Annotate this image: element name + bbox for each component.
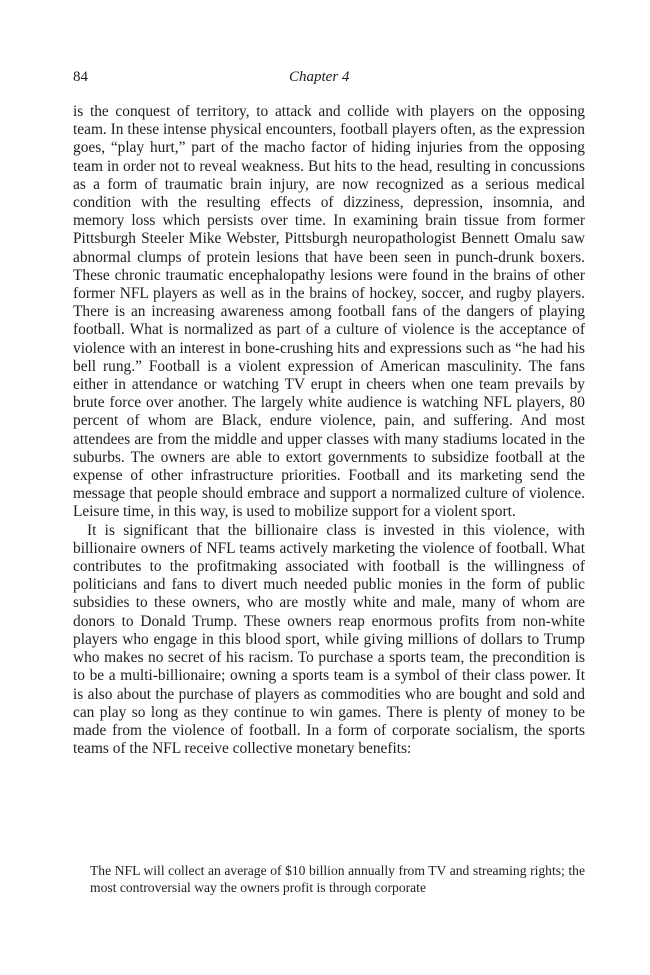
running-head: Chapter 4: [289, 69, 350, 85]
paragraph: is the conquest of territory, to attack and collide with players on the opposing team. In these intense physical encounters, football players often, as the expression goes, “play hurt,” part of the macho factor of hiding injuries from the opposing team in order not to reveal weakness. But hits to the head, resulting in concussions as a form of traumatic brain injury, are now recognized as a serious medical condition with the resulting effects of dizziness, depression, insomnia, and memory loss which persists over time. In examining brain tissue from former Pittsburgh Steeler Mike Webster, Pittsburgh neuropathologist Bennett Omalu saw abnormal clumps of protein lesions that have been seen in punch-drunk boxers. These chronic traumatic encephalopathy lesions were found in the brains of other former NFL players as well as in the brains of hockey, soccer, and rugby players. There is an increasing awareness among football fans of the dangers of playing football. What is normalized as part of a culture of violence is the acceptance of violence with an interest in bone-crushing hits and expressions such as “he had his bell rung.” Football is a violent expression of American masculinity. The fans either in attendance or watching TV erupt in cheers when one team prevails by brute force over another. The largely white audience is watching NFL players, 80 percent of whom are Black, endure violence, pain, and suffering. And most attendees are from the middle and upper classes with many stadiums located in the suburbs. The owners are able to extort governments to subsidize football at the expense of other infrastructure priorities. Football and its marketing send the message that people should embrace and support a normalized culture of violence. Leisure time, in this way, is used to mobilize support for a violent sport.: [73, 103, 585, 521]
block-quote-text: The NFL will collect an average of $10 billion annually from TV and streaming rights; the most controversial way the owners profit is through corporate: [90, 863, 585, 895]
paragraph: It is significant that the billionaire class is invested in this violence, with billionaire owners of NFL teams actively marketing the violence of football. What contributes to the profitmaking associated with football is the willingness of politicians and fans to divert much needed public monies in the form of public subsidies to these owners, who are mostly white and male, many of whom are donors to Donald Trump. These owners reap enormous profits from non-white players who engage in this blood sport, while giving millions of dollars to Trump who makes no secret of his racism. To purchase a sports team, the precondition is to be a multi-billionaire; owning a sports team is a symbol of their class power. It is also about the purchase of players as commodities who are bought and sold and can play so long as they continue to win games. There is plenty of money to be made from the violence of football. In a form of corporate socialism, the sports teams of the NFL receive collective monetary benefits:: [73, 521, 585, 758]
page-number: 84: [73, 69, 88, 85]
block-quote: [90, 862, 585, 896]
body-text: [73, 103, 585, 758]
